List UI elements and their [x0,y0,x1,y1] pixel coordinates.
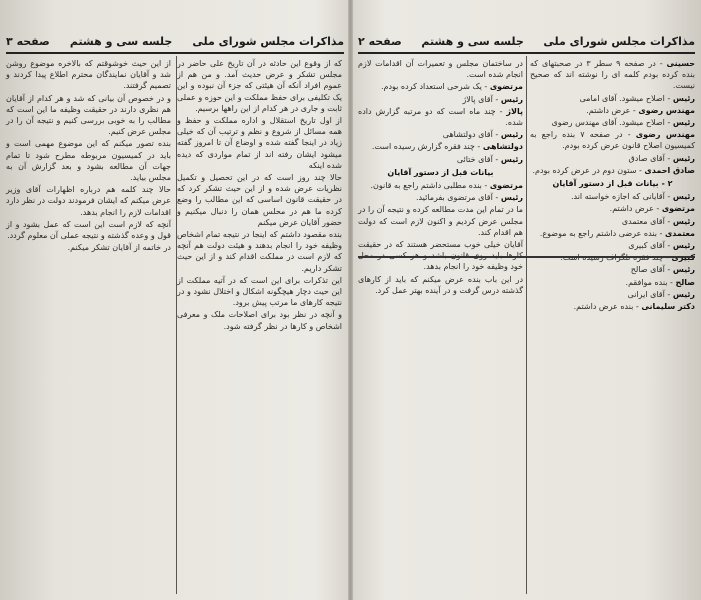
speech-text: در این باب بنده عرض میکنم که باید از کارهای گذشته درس گرفت و در آینده بهتر عمل کرد. [358,274,523,295]
speech-entry: صادق احمدی - ستون دوم در عرض کرده بودم. [532,165,695,175]
speech-entry: مرتضوی - بنده مطلبی داشتم راجع به قانون. [370,181,523,191]
speech-entry: مرتضوی - عرض داشتم. [609,204,695,214]
speech-entry: رئیس - اصلاح میشود. آقای مهندس رضوی [551,118,695,128]
speech-text: بنده عرضی داشتم راجع به موضوع. [539,228,657,238]
speaker-name: مهندس رضوی [635,130,695,140]
speech-text: آقای کبیری [628,241,665,251]
paragraph: در خاتمه از آقایان تشکر میکنم. [67,243,171,253]
section-heading: بیانات قبل از دستور آقایان [387,167,494,177]
paragraph: حالا چند کلمه هم درباره اظهارات آقای وزیر عرض میکنم که ایشان فرمودند دولت در نظر دارد اقدامات لازم را انجام بدهد. [6,185,171,217]
left-page-col-right [177,58,342,596]
speaker-name: رئیس [672,192,695,202]
speech-entry: مهندس رضوی - عرض داشتم. [586,105,695,115]
speech-text: آقایانی که اجازه خواسته اند. [570,192,665,202]
speaker-name: مرتضوی [661,204,695,214]
speech-text: عرض داشتم. [586,105,631,115]
left-page [0,0,350,600]
speech-entry: رئیس - آقای معتمدی [621,216,695,226]
speech-text: عرض داشتم. [609,204,654,214]
speech-text: در صفحه ۷ بنده راجع به کمیسیون اصلاح قانون عرض کرده بودم. [530,130,695,151]
speaker-name: پالاژ [506,106,523,116]
speech-text: آقای صادق [628,153,665,163]
speech-entry [358,58,523,80]
speech-text: ما در تمام این مدت مطالعه کرده و نتیجه آن را در مجلس عرض کردیم و اکنون لازم است که دولت هم اقدام کند. [358,205,523,237]
right-page-number: صفحه ۲ [358,34,402,48]
speech-text: آقای صالح [630,265,665,275]
paragraph: آنچه که لازم است این است که عمل بشود و از قول و وعده گذشته و نتیجه عملی آن معلوم گردد. [6,219,171,241]
paragraph: که از وقوع این حادثه در آن تاریخ علی حاضر در مجلس تشکر و عرض حدیث آمد. و من هم از عموم افراد آنکه آن هیئتی که جزء آن نبوده و این یک تکلیفی برای حفظ مملکت و این حوزه و عملی ثابت و جاری در هر کدام از این راهها برسیم. [177,59,342,113]
speech-entry: مهندس رضوی - در صفحه ۷ بنده راجع به کمیسیون اصلاح قانون عرض کرده بودم. [530,130,695,151]
speech-entry: رئیس - اصلاح میشود. آقای امامی [579,93,695,103]
speech-entry: حسینی - در صفحه ۹ سطر ۳ در صحبتهای که بنده کرده بودم کلمه ای را نوشته اند که صحیح نیست. [530,59,695,91]
paragraph: حالا چند روز است که در این تحصیل و تکمیل نظریات عرض شده و از این حیث تشکر کرد که در حقیقت قانون اساسی که این مطالب را وضع کرده ما هم در محلس همان را دنبال میکنیم و حضور آقایان عرض میکنم [177,173,342,227]
left-page-header [6,30,344,54]
speaker-name: رئیس [500,154,523,164]
right-running-title: مذاکرات مجلس شورای ملی [543,34,695,48]
speech-text: ستون دوم در عرض کرده بودم. [532,165,637,175]
speech-entry: رئیس - آقای ختائی [456,154,523,164]
speaker-name: مرتضوی [489,181,523,191]
paragraph: و آنچه در نظر بود برای اصلاحات ملک و معرفی اشخاص و کارها در نظر گرفته شود. [177,310,342,331]
speech-text: آقای دولتشاهی [442,130,493,140]
speech-entry: صالح - بنده موافقم. [625,277,695,287]
speech-text: بنده مطلبی داشتم راجع به قانون. [370,181,482,191]
speech-entry: رئیس - آقای پالاژ [462,94,523,104]
speech-entry: رئیس - آقای کبیری [628,241,695,251]
speaker-name: دولتشاهی [482,142,523,152]
speech-text: بنده عرض داشتم. [573,302,634,312]
speaker-name: رئیس [672,216,695,226]
speech-entry [358,204,523,238]
speech-text: در ساختمان مجلس و تعمیرات آن اقدامات لازم انجام شده است. [358,59,523,80]
speaker-name: رئیس [672,93,695,103]
paragraph: از اول تاریخ استقلال و اداره مملکت و حفظ و همه مسائل از شروع و نظم و ترتیب آن که خیلی زیاد در اینجا گفته شده و اوضاع آن تا امروز گفته میشود ایشان رفته اند از تمام مواردی که دیده شده اینکه [177,116,342,170]
speech-entry [358,274,523,296]
speaker-name: رئیس [672,241,695,251]
left-page-col-left [6,58,171,596]
left-session-title: جلسه سی و هشتم [69,34,173,48]
speech-entry: رئیس - آقای ایرانی [627,289,695,299]
speaker-name: رئیس [500,94,523,104]
paragraph: بنده تصور میکنم که این موضوع مهمی است و باید در کمیسیون مربوطه مطرح شود تا تمام جهات آن مطالعه بشود و بعد گزارش آن به مجلس بیاید. [6,139,171,183]
speech-text: بنده موافقم. [625,277,668,287]
speech-entry: دکتر سلیمانی - بنده عرض داشتم. [573,302,695,312]
speech-text: چند فقره گزارش رسیده است. [371,142,475,152]
speech-text: آقای پالاژ [462,94,493,104]
speaker-name: رئیس [672,153,695,163]
right-page-header [358,30,695,54]
speech-entry: رئیس - آقای صادق [628,153,695,163]
speech-text: اصلاح میشود. آقای امامی [579,93,665,103]
speaker-name: دکتر سلیمانی [641,302,695,312]
paragraph: این تذکرات برای این است که در آتیه مملکت از این حیث دچار هیچگونه اشکال و اختلال نشود و در نتیجه کارهای ما مرتب پیش برود. [177,275,342,308]
paragraph: بنده مقصود داشتم که اینجا در نتیجه تمام اشخاص وظیفه خود را انجام بدهند و هیئت دولت هم آنچه که لازم است در مملکت اقدام کند و از این حیث تشکر داریم. [177,230,342,273]
speech-entry: معتمدی - بنده عرضی داشتم راجع به موضوع. [539,228,695,238]
speaker-name: رئیس [672,265,695,275]
speaker-name: صادق احمدی [644,165,695,175]
right-session-title: جلسه سی و هشتم [421,34,524,48]
speech-text: آقای معتمدی [621,216,665,226]
section-heading: ۲ - بیانات قبل از دستور آقایان [552,179,673,189]
speech-text: اصلاح میشود. آقای مهندس رضوی [551,118,665,128]
right-page [352,0,701,600]
speech-text: آقای ختائی [456,154,493,164]
speaker-name: مرتضوی [489,82,523,92]
speaker-name: رئیس [500,193,523,203]
speaker-name: حسینی [666,59,695,68]
paragraph: از این حیث خوشوقتم که بالاخره موضوع روشن شد و آقایان نمایندگان محترم اطلاع پیدا کردند و تصمیم گرفتند. [6,59,171,91]
speech-entry: رئیس - آقای دولتشاهی [442,130,523,140]
right-page-col-right [530,58,695,596]
left-running-title: مذاکرات مجلس شورای ملی [192,34,344,48]
column-divider [526,56,527,594]
speech-text: یک شرحی استعداد کرده بودم. [380,82,482,92]
speech-entry: مرتضوی - یک شرحی استعداد کرده بودم. [380,82,523,92]
speech-text: چند ماه است که دو مرتبه گزارش داده شده. [358,106,523,128]
speaker-name: معتمدی [664,228,695,238]
speaker-name: رئیس [672,118,695,128]
speaker-name: مهندس رضوی [638,105,695,115]
speech-text: در صفحه ۹ سطر ۳ در صحبتهای که بنده کرده بودم کلمه ای را نوشته اند که صحیح نیست. [530,59,695,91]
speech-entry: رئیس - آقایانی که اجازه خواسته اند. [570,192,695,202]
speech-entry: رئیس - آقای صالح [630,265,695,275]
speech-text: آقای ایرانی [627,289,665,299]
speaker-name: رئیس [500,130,523,140]
speech-text: آقایان خیلی خوب مستحضر هستند که در حقیقت خود وظیفه خود را انجام بدهد. [358,240,523,272]
speaker-name: رئیس [672,289,695,299]
speech-entry: پالاژ - چند ماه است که دو مرتبه گزارش داده شده. [358,106,523,128]
paragraph: و در خصوص آن بیانی که شد و هر کدام از آقایان هم نظری دارند در حقیقت وظیفه ما این است که مطالب را به خوبی بررسی کنیم و نتیجه آن را در مجلس عرض کنیم. [6,93,171,137]
column-divider [176,56,177,594]
speech-text: آقای مرتضوی بفرمائید. [415,193,493,203]
left-page-number: صفحه ۳ [6,34,50,48]
section-rule [358,256,695,258]
right-page-col-left [358,58,523,596]
speech-entry: دولتشاهی - چند فقره گزارش رسیده است. [371,142,523,152]
speech-entry: رئیس - آقای مرتضوی بفرمائید. [415,193,523,203]
speaker-name: صالح [675,277,695,287]
